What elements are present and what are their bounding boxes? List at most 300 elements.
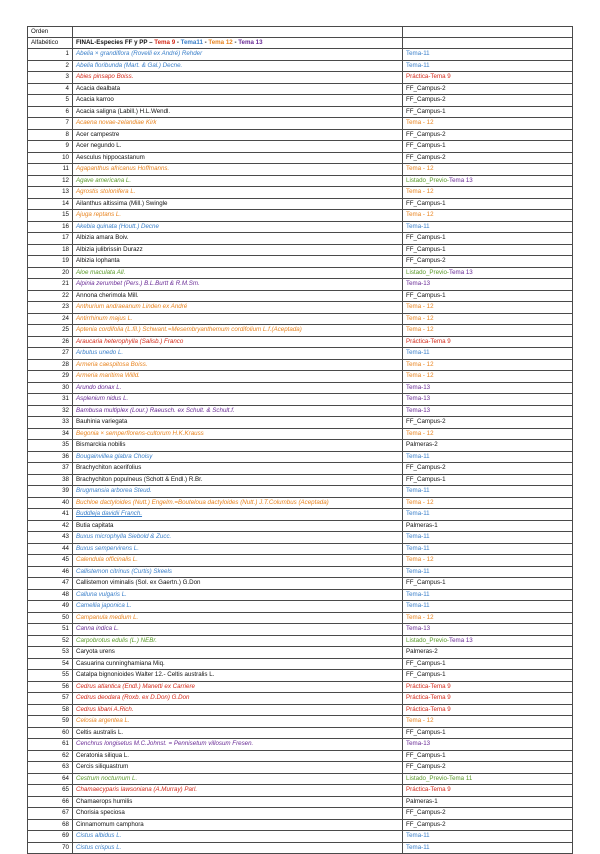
order-number: 25 <box>28 325 73 337</box>
table-row <box>28 210 573 222</box>
species-name <box>73 543 403 555</box>
order-number: 11 <box>28 164 73 176</box>
species-name <box>73 796 403 808</box>
species-name <box>73 670 403 682</box>
species-name <box>73 279 403 291</box>
species-name-text: Aptenia cordifolia (L.fil.) Schwant.=Mesembryanthemum cordifolium L.f.(Aceptada) <box>76 326 302 334</box>
category-cell <box>403 221 573 233</box>
category-label: FF_Campus-2 <box>406 96 446 104</box>
category-cell <box>403 808 573 820</box>
order-number: 3 <box>28 72 73 84</box>
category-cell <box>403 555 573 567</box>
species-name-text: Bougainvillea glabra Choisy <box>76 452 153 460</box>
table-row <box>28 175 573 187</box>
category-label: Tema-11 <box>406 832 430 840</box>
table-row <box>28 336 573 348</box>
category-label: FF_Campus-1 <box>406 291 446 299</box>
species-name-text: Butia capitata <box>76 521 114 529</box>
category-label: Tema-11 <box>406 602 430 610</box>
order-number: 20 <box>28 267 73 279</box>
order-number: 8 <box>28 129 73 141</box>
table-row <box>28 405 573 417</box>
table-row <box>28 451 573 463</box>
category-cell <box>403 313 573 325</box>
species-name <box>73 198 403 210</box>
species-name <box>73 451 403 463</box>
species-name-text: Anthurium andraeanum Linden ex André <box>76 303 188 311</box>
species-name-text: Celtis australis L. <box>76 728 124 736</box>
table-row <box>28 256 573 268</box>
category-label: FF_Campus-1 <box>406 234 446 242</box>
category-cell <box>403 796 573 808</box>
category-label: Tema - 12 <box>406 717 434 725</box>
category-cell <box>403 693 573 705</box>
species-name <box>73 417 403 429</box>
title-tema9: Tema 9 <box>154 38 176 46</box>
category-cell <box>403 405 573 417</box>
order-number: 60 <box>28 727 73 739</box>
species-name <box>73 474 403 486</box>
category-cell <box>403 474 573 486</box>
order-number: 32 <box>28 405 73 417</box>
table-body <box>28 27 573 854</box>
species-name-text: Buddleja davidii Franch. <box>76 510 143 518</box>
species-name <box>73 72 403 84</box>
species-name-text: Abelia floribunda (Mart. & Gal.) Decne. <box>76 61 183 69</box>
category-label: Tema-11 <box>406 510 430 518</box>
table-row <box>28 463 573 475</box>
table-row <box>28 198 573 210</box>
table-row <box>28 129 573 141</box>
table-row <box>28 325 573 337</box>
category-label: FF_Campus-1 <box>406 579 446 587</box>
order-header-line2: Alfabético <box>28 37 73 49</box>
order-number: 21 <box>28 279 73 291</box>
table-row <box>28 428 573 440</box>
species-name <box>73 290 403 302</box>
category-cell <box>403 267 573 279</box>
category-label: Práctica-Tema 9 <box>406 705 451 713</box>
category-cell <box>403 83 573 95</box>
species-name-text: Callistemon citrinus (Curtis) Skeels <box>76 567 172 575</box>
table-row <box>28 371 573 383</box>
category-cell <box>403 750 573 762</box>
species-name-text: Calendula officinalis L. <box>76 556 138 564</box>
table-row <box>28 578 573 590</box>
table-row <box>28 681 573 693</box>
species-name <box>73 256 403 268</box>
table-row <box>28 739 573 751</box>
table-row <box>28 95 573 107</box>
order-number: 5 <box>28 95 73 107</box>
category-cell <box>403 428 573 440</box>
order-number: 18 <box>28 244 73 256</box>
title-tema11: Tema11 <box>180 38 203 46</box>
species-name-text: Alpinia zerumbet (Pers.) B.L.Burtt & R.M.Sm. <box>76 280 200 288</box>
category-label: FF_Campus-2 <box>406 809 446 817</box>
category-label: Práctica-Tema 9 <box>406 786 451 794</box>
header-row <box>28 37 573 49</box>
species-name <box>73 739 403 751</box>
category-label: Tema-11 <box>406 452 430 460</box>
category-cell <box>403 129 573 141</box>
order-number: 58 <box>28 704 73 716</box>
category-cell <box>403 164 573 176</box>
species-name <box>73 141 403 153</box>
category-label: Tema - 12 <box>406 211 434 219</box>
category-cell <box>403 198 573 210</box>
species-name-text: Chamaerops humilis <box>76 797 133 805</box>
table-row <box>28 658 573 670</box>
species-name <box>73 532 403 544</box>
species-name <box>73 267 403 279</box>
order-number: 62 <box>28 750 73 762</box>
species-name <box>73 371 403 383</box>
category-label: Listado_Previo- <box>406 636 449 644</box>
category-label: Listado_Previo- <box>406 176 449 184</box>
species-name <box>73 325 403 337</box>
table-row <box>28 106 573 118</box>
category-cell <box>403 532 573 544</box>
category-cell <box>403 681 573 693</box>
species-name <box>73 382 403 394</box>
order-number: 44 <box>28 543 73 555</box>
category-cell <box>403 72 573 84</box>
table-row <box>28 152 573 164</box>
species-name <box>73 658 403 670</box>
category-label: Tema-11 <box>406 349 430 357</box>
species-name-text: Akebia quinata (Houtt.) Decne <box>76 222 159 230</box>
table-row <box>28 359 573 371</box>
species-name <box>73 693 403 705</box>
category-label: Tema - 12 <box>406 556 434 564</box>
species-name <box>73 819 403 831</box>
category-label: Tema-11 <box>406 843 430 851</box>
category-cell <box>403 716 573 728</box>
title-sep: - <box>175 38 181 46</box>
title-tema13: Tema 13 <box>238 38 263 46</box>
category-cell <box>403 141 573 153</box>
species-name-text: Buchloe dactyloides (Nutt.) Engelm.=Bouteloua dactyloides (Nutt.) J.T.Columbus (Aceptada) <box>76 498 329 506</box>
category-label: FF_Campus-2 <box>406 84 446 92</box>
order-number: 53 <box>28 647 73 659</box>
species-name-text: Agave americana L. <box>76 176 132 184</box>
species-name <box>73 555 403 567</box>
species-name <box>73 313 403 325</box>
species-name-text: Acer campestre <box>76 130 120 138</box>
table-row <box>28 785 573 797</box>
category-cell <box>403 486 573 498</box>
category-cell <box>403 739 573 751</box>
table-row <box>28 612 573 624</box>
species-name-text: Cercis siliquastrum <box>76 763 129 771</box>
category-cell <box>403 302 573 314</box>
species-name-text: Cenchrus longisetus M.C.Johnst. = Pennisetum villosum Fresen. <box>76 740 254 748</box>
species-name-text: Calluna vulgaris L. <box>76 590 127 598</box>
species-name <box>73 578 403 590</box>
species-name <box>73 164 403 176</box>
order-number: 70 <box>28 842 73 854</box>
category-label: Tema-11 <box>406 567 430 575</box>
order-number: 66 <box>28 796 73 808</box>
species-name-text: Campanula medium L. <box>76 613 139 621</box>
species-name-text: Antirrhinum majus L. <box>76 314 133 322</box>
category-label: FF_Campus-2 <box>406 464 446 472</box>
order-number: 51 <box>28 624 73 636</box>
category-cell <box>403 382 573 394</box>
table-row <box>28 49 573 61</box>
category-label: FF_Campus-1 <box>406 671 446 679</box>
order-number: 34 <box>28 428 73 440</box>
order-header-line1: Orden <box>28 27 73 38</box>
table-row <box>28 60 573 72</box>
species-name-text: Acacia saligna (Labill.) H.L.Wendl. <box>76 107 171 115</box>
category-cell <box>403 256 573 268</box>
category-label: FF_Campus-1 <box>406 751 446 759</box>
table-row <box>28 589 573 601</box>
species-name <box>73 302 403 314</box>
category-label: Palmeras-1 <box>406 797 438 805</box>
species-name-text: Canna indica L. <box>76 625 119 633</box>
species-name-text: Albizia lophanta <box>76 257 120 265</box>
category-cell <box>403 566 573 578</box>
order-number: 46 <box>28 566 73 578</box>
table-row <box>28 693 573 705</box>
title-tema12: Tema 12 <box>208 38 233 46</box>
order-number: 27 <box>28 348 73 360</box>
category-cell <box>403 279 573 291</box>
category-cell <box>403 773 573 785</box>
category-cell <box>403 440 573 452</box>
order-number: 33 <box>28 417 73 429</box>
table-row <box>28 762 573 774</box>
table-row <box>28 601 573 613</box>
species-name-text: Armeria caespitosa Boiss. <box>76 360 148 368</box>
species-header <box>73 37 403 49</box>
category-cell <box>403 704 573 716</box>
table-row <box>28 221 573 233</box>
title-sep: - <box>232 38 239 46</box>
category-label: Tema - 12 <box>406 165 434 173</box>
table-row <box>28 474 573 486</box>
category-label: Tema - 12 <box>406 613 434 621</box>
order-number: 49 <box>28 601 73 613</box>
species-name-text: Aesculus hippocastanum <box>76 153 145 161</box>
category-cell <box>403 831 573 843</box>
category-cell <box>403 348 573 360</box>
order-number: 10 <box>28 152 73 164</box>
species-name <box>73 95 403 107</box>
order-number: 50 <box>28 612 73 624</box>
table-row <box>28 750 573 762</box>
order-number: 43 <box>28 532 73 544</box>
table-row <box>28 141 573 153</box>
category-cell <box>403 359 573 371</box>
species-name <box>73 704 403 716</box>
category-cell <box>403 520 573 532</box>
category-cell <box>403 244 573 256</box>
species-name-text: Agapanthus africanus Hoffmanns. <box>76 165 170 173</box>
table-row <box>28 486 573 498</box>
category-label: Palmeras-2 <box>406 648 438 656</box>
category-label: FF_Campus-2 <box>406 153 446 161</box>
species-name-text: Agrostis stolonifera L. <box>76 188 136 196</box>
category-label: FF_Campus-1 <box>406 728 446 736</box>
category-cell <box>403 233 573 245</box>
order-number: 19 <box>28 256 73 268</box>
species-name <box>73 520 403 532</box>
species-name-text: Brugmansia arborea Steud. <box>76 487 152 495</box>
order-number: 42 <box>28 520 73 532</box>
category-label: FF_Campus-2 <box>406 820 446 828</box>
species-name <box>73 773 403 785</box>
order-number: 56 <box>28 681 73 693</box>
category-cell <box>403 578 573 590</box>
order-number: 17 <box>28 233 73 245</box>
species-name-text: Carpobrotus edulis (L.) NEBr. <box>76 636 157 644</box>
species-name-text: Casuarina cunninghamiana Miq. <box>76 659 165 667</box>
order-number: 22 <box>28 290 73 302</box>
category-label: Tema-11 <box>406 487 430 495</box>
species-name-text: Ailanthus altissima (Mill.) Swingle <box>76 199 168 207</box>
order-number: 59 <box>28 716 73 728</box>
table-row <box>28 279 573 291</box>
species-name-text: Cinnamomum camphora <box>76 820 144 828</box>
category-header <box>403 37 573 49</box>
category-label: Tema-11 <box>406 222 430 230</box>
table-row <box>28 555 573 567</box>
order-number: 26 <box>28 336 73 348</box>
category-cell <box>403 417 573 429</box>
category-cell <box>403 152 573 164</box>
category-label: Tema-11 <box>406 61 430 69</box>
order-number: 64 <box>28 773 73 785</box>
species-name <box>73 233 403 245</box>
category-label: Tema-13 <box>406 406 431 414</box>
table-row <box>28 440 573 452</box>
species-name <box>73 509 403 521</box>
species-name-text: Arbutus unedo L. <box>76 349 124 357</box>
category-label: Tema 13 <box>449 176 473 184</box>
category-label: Tema - 12 <box>406 429 434 437</box>
category-label: Práctica-Tema 9 <box>406 682 451 690</box>
category-cell <box>403 371 573 383</box>
species-name-text: Buxus microphylla Siebold & Zucc. <box>76 533 172 541</box>
category-label: Tema-13 <box>406 625 431 633</box>
species-name-text: Cestrum nocturnum L. <box>76 774 138 782</box>
species-name-text: Catalpa bignonioides Walter 12.- Celtis australis L. <box>76 671 215 679</box>
order-number: 39 <box>28 486 73 498</box>
species-name-text: Annona cherimola Mill. <box>76 291 139 299</box>
category-cell <box>403 49 573 61</box>
table-row <box>28 566 573 578</box>
table-row <box>28 819 573 831</box>
category-label: Tema-13 <box>406 280 431 288</box>
species-name <box>73 210 403 222</box>
table-row <box>28 543 573 555</box>
category-cell <box>403 658 573 670</box>
category-label: FF_Campus-1 <box>406 199 446 207</box>
category-label: Tema - 12 <box>406 119 434 127</box>
table-row <box>28 417 573 429</box>
header-row <box>28 27 573 38</box>
category-label: Tema - 12 <box>406 326 434 334</box>
order-number: 47 <box>28 578 73 590</box>
species-name-text: Camellia japonica L. <box>76 602 132 610</box>
order-number: 40 <box>28 497 73 509</box>
table-row <box>28 382 573 394</box>
category-label: Tema - 12 <box>406 188 434 196</box>
category-cell <box>403 118 573 130</box>
order-number: 36 <box>28 451 73 463</box>
species-name-text: Abies pinsapo Boiss. <box>76 73 134 81</box>
order-number: 28 <box>28 359 73 371</box>
species-name <box>73 612 403 624</box>
category-label: FF_Campus-1 <box>406 475 446 483</box>
species-name <box>73 808 403 820</box>
order-number: 6 <box>28 106 73 118</box>
order-number: 45 <box>28 555 73 567</box>
category-cell <box>403 670 573 682</box>
species-name-text: Abelia × grandiflora (Rovelli ex André) Rehder <box>76 50 203 58</box>
order-number: 37 <box>28 463 73 475</box>
table-row <box>28 647 573 659</box>
order-number: 24 <box>28 313 73 325</box>
category-cell <box>403 175 573 187</box>
category-label: Palmeras-2 <box>406 441 438 449</box>
category-cell <box>403 509 573 521</box>
category-label: Tema-13 <box>406 740 431 748</box>
species-name <box>73 716 403 728</box>
species-name-text: Bambusa multiplex (Lour.) Raeusch. ex Schult. & Schult.f. <box>76 406 235 414</box>
species-name <box>73 497 403 509</box>
order-number: 1 <box>28 49 73 61</box>
species-name-text: Ceratonia siliqua L. <box>76 751 129 759</box>
category-label: FF_Campus-2 <box>406 763 446 771</box>
order-number: 2 <box>28 60 73 72</box>
species-name-text: Acer negundo L. <box>76 142 122 150</box>
order-number: 14 <box>28 198 73 210</box>
table-row <box>28 83 573 95</box>
species-name <box>73 601 403 613</box>
species-name <box>73 49 403 61</box>
category-label: Listado_Previo-Tema 11 <box>406 774 473 782</box>
category-cell <box>403 647 573 659</box>
category-label: FF_Campus-1 <box>406 107 446 115</box>
species-name <box>73 486 403 498</box>
category-cell <box>403 451 573 463</box>
table-row <box>28 831 573 843</box>
category-cell <box>403 60 573 72</box>
order-number: 29 <box>28 371 73 383</box>
table-row <box>28 187 573 199</box>
order-number: 61 <box>28 739 73 751</box>
category-label: Tema - 12 <box>406 303 434 311</box>
category-cell <box>403 762 573 774</box>
order-number: 67 <box>28 808 73 820</box>
table-row <box>28 313 573 325</box>
species-name-text: Albizia julibrissin Durazz <box>76 245 143 253</box>
title-sep: - <box>202 38 209 46</box>
species-name <box>73 175 403 187</box>
header-empty-cell <box>73 27 403 38</box>
order-number: 7 <box>28 118 73 130</box>
category-label: Listado_Previo- <box>406 268 449 276</box>
species-name <box>73 187 403 199</box>
table-row <box>28 244 573 256</box>
species-name-text: Brachychiton populneus (Schott & Endl.) R.Br. <box>76 475 203 483</box>
species-name-text: Celosia argentea L. <box>76 717 130 725</box>
